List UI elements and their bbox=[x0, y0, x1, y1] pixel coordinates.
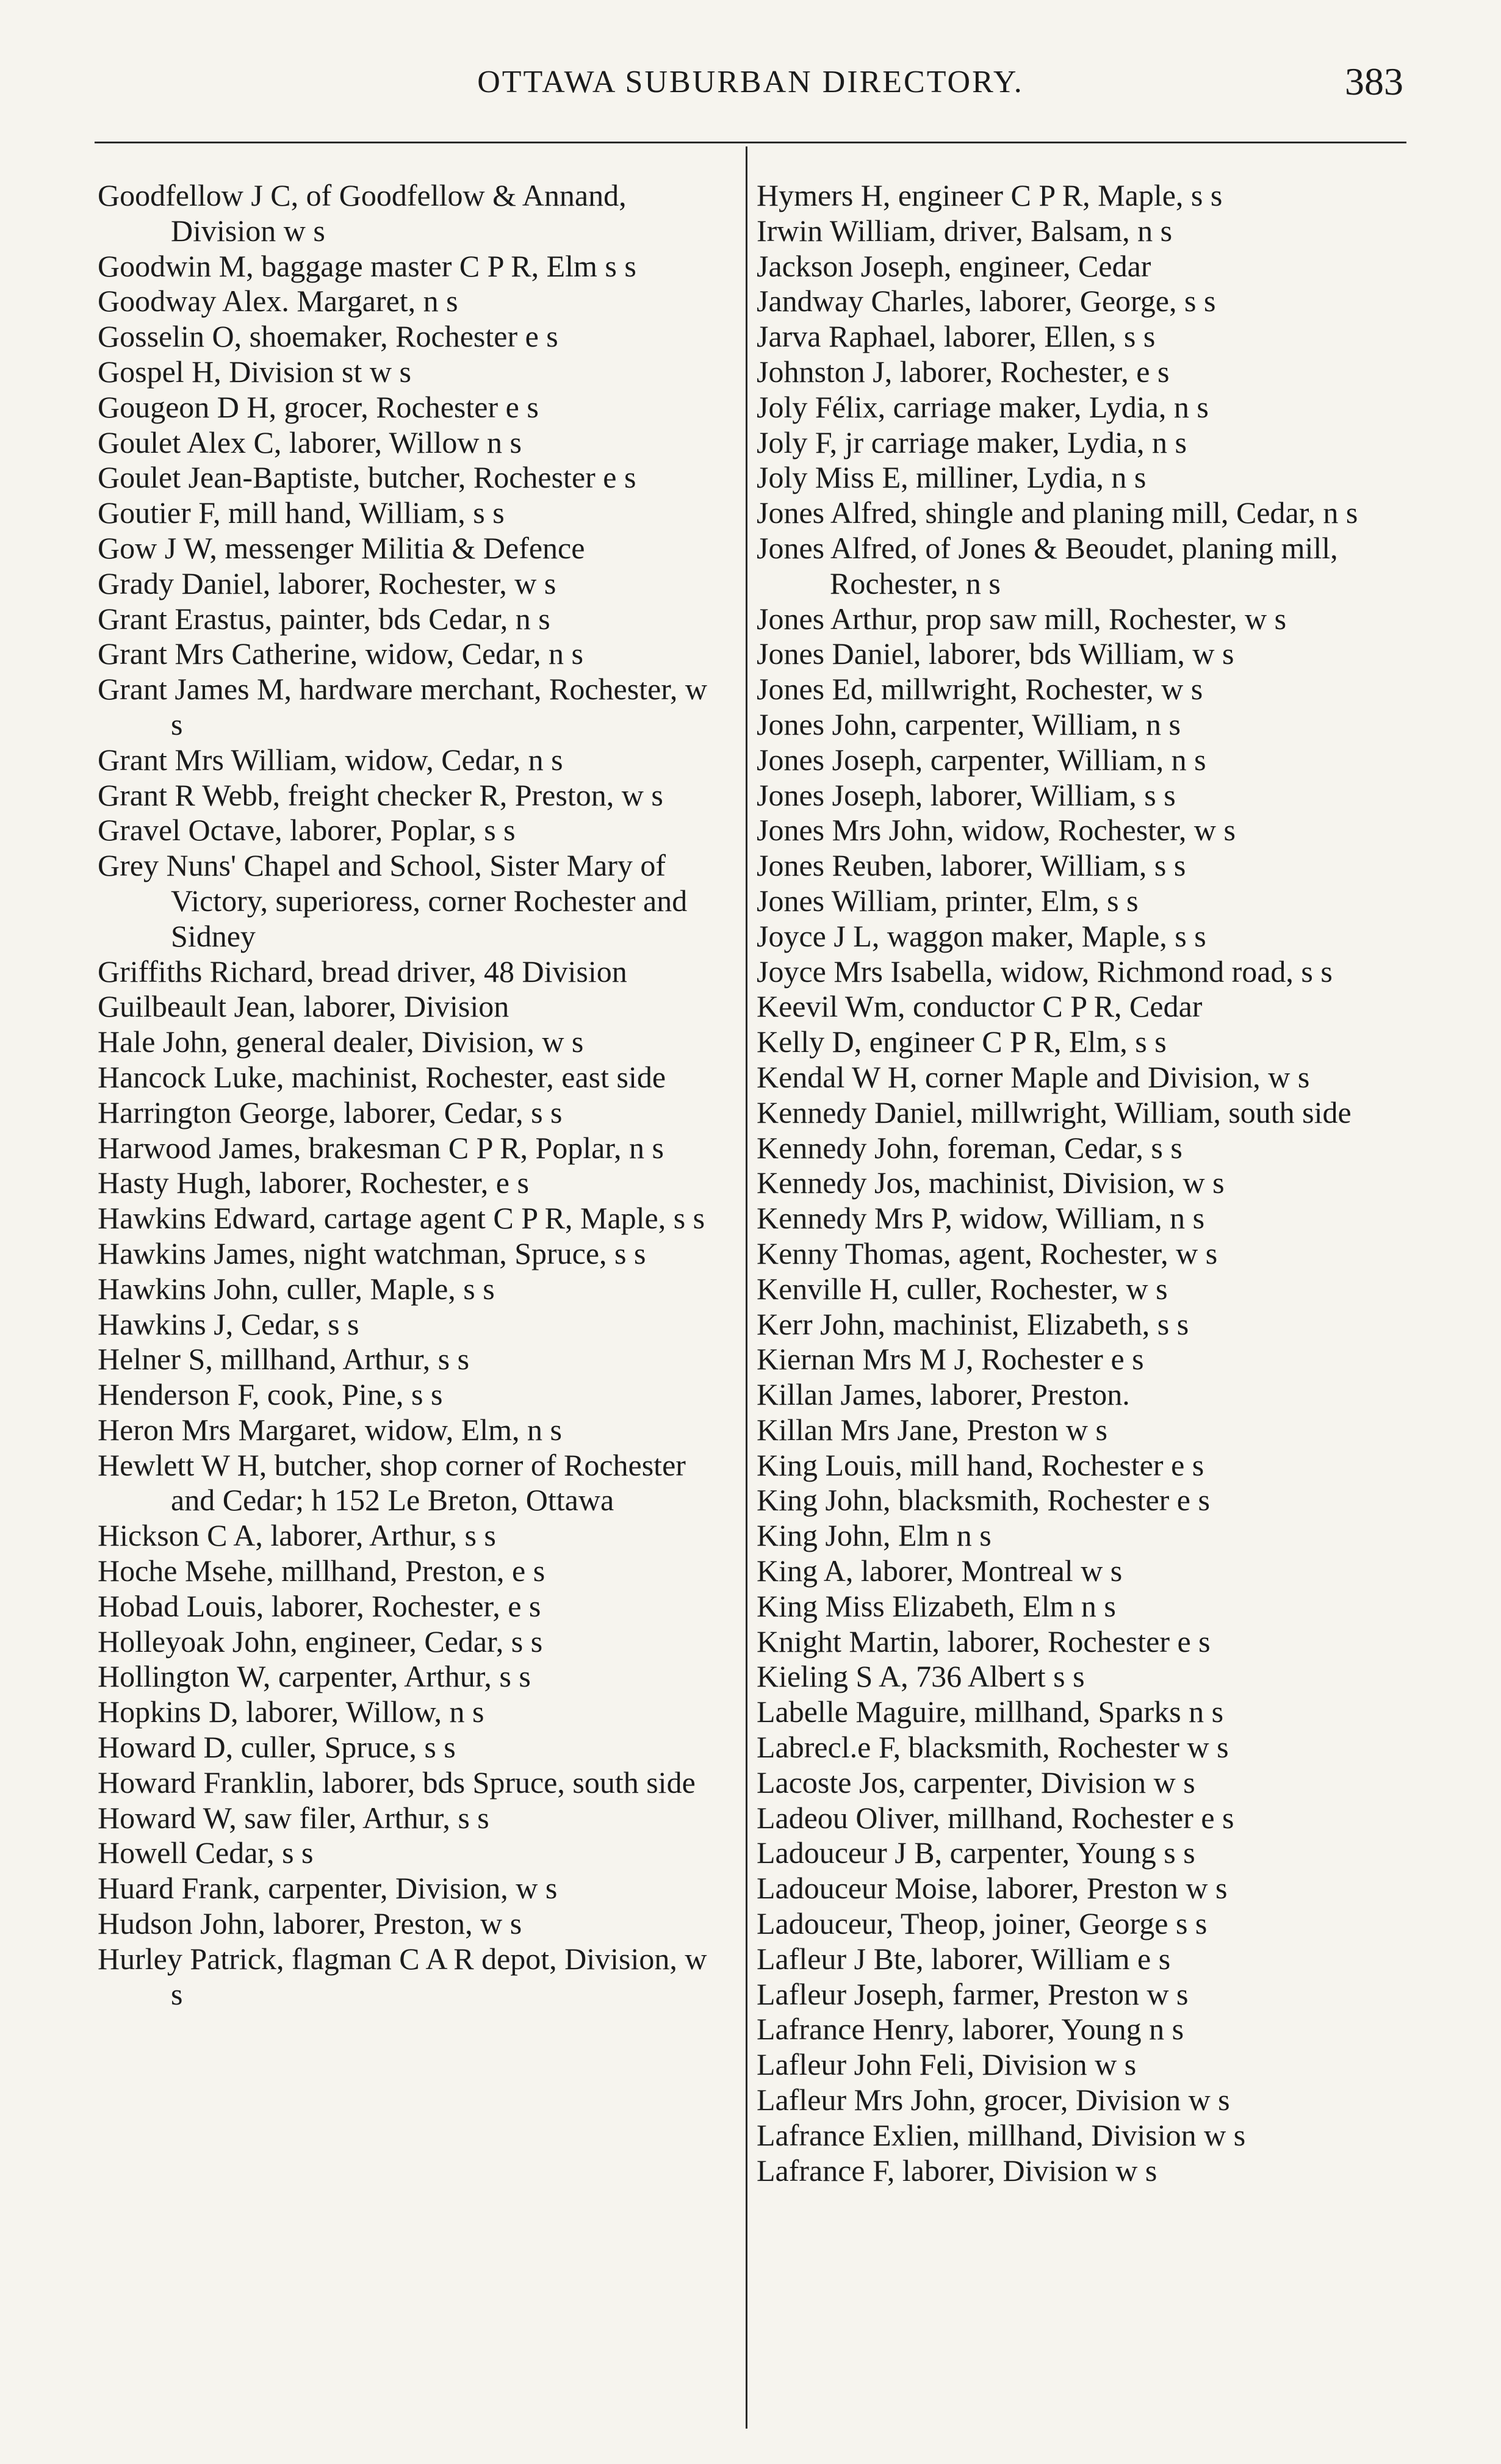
directory-entry: Lafrance F, laborer, Division w s bbox=[757, 2153, 1157, 2188]
directory-entry: King Miss Elizabeth, Elm n s bbox=[757, 1588, 1116, 1623]
directory-entry: Grady Daniel, laborer, Rochester, w s bbox=[98, 566, 556, 600]
running-title: OTTAWA SUBURBAN DIRECTORY. bbox=[477, 65, 1024, 99]
directory-entry: Hancock Luke, machinist, Rochester, east side bbox=[98, 1059, 666, 1094]
directory-entry: Hawkins Edward, cartage agent C P R, Maple, s s bbox=[98, 1201, 705, 1236]
directory-entry: Irwin William, driver, Balsam, n s bbox=[757, 213, 1173, 248]
directory-entry: King Louis, mill hand, Rochester e s bbox=[757, 1447, 1204, 1482]
directory-entry: Joyce J L, waggon maker, Maple, s s bbox=[757, 918, 1206, 953]
directory-entry: Joly F, jr carriage maker, Lydia, n s bbox=[757, 425, 1187, 459]
directory-entry: Grant Mrs William, widow, Cedar, n s bbox=[98, 742, 563, 777]
directory-entry: Hymers H, engineer C P R, Maple, s s bbox=[757, 178, 1223, 212]
directory-entry: Lacoste Jos, carpenter, Division w s bbox=[757, 1765, 1195, 1799]
directory-entry: Henderson F, cook, Pine, s s bbox=[98, 1377, 443, 1412]
directory-entry: Jones Mrs John, widow, Rochester, w s bbox=[757, 813, 1236, 848]
directory-entry: Labrecl.e F, blacksmith, Rochester w s bbox=[757, 1730, 1229, 1765]
directory-entry: Kennedy John, foreman, Cedar, s s bbox=[757, 1130, 1182, 1165]
directory-entry: Grey Nuns' Chapel and School, Sister Mary of Victory, superioress, corner Rochester and Sidney bbox=[98, 848, 688, 953]
directory-entry: Guilbeault Jean, laborer, Division bbox=[98, 989, 509, 1024]
directory-entry: Gosselin O, shoemaker, Rochester e s bbox=[98, 319, 558, 354]
directory-entry: Knight Martin, laborer, Rochester e s bbox=[757, 1624, 1211, 1659]
directory-entry: Kendal W H, corner Maple and Division, w s bbox=[757, 1059, 1310, 1094]
directory-entry: Jones John, carpenter, William, n s bbox=[757, 707, 1181, 741]
directory-entry: Killan James, laborer, Preston. bbox=[757, 1377, 1130, 1412]
directory-entry: Huard Frank, carpenter, Division, w s bbox=[98, 1871, 558, 1906]
directory-entry: Goodwin M, baggage master C P R, Elm s s bbox=[98, 248, 636, 283]
directory-entry: Hopkins D, laborer, Willow, n s bbox=[98, 1695, 484, 1729]
directory-entry: Lafrance Henry, laborer, Young n s bbox=[757, 2012, 1184, 2047]
directory-entry: King A, laborer, Montreal w s bbox=[757, 1554, 1123, 1588]
page-header bbox=[98, 60, 1403, 113]
directory-entry: Lafleur John Feli, Division w s bbox=[757, 2047, 1137, 2082]
directory-entry: Jones Arthur, prop saw mill, Rochester, w s bbox=[757, 601, 1287, 636]
directory-entry: Goutier F, mill hand, William, s s bbox=[98, 495, 505, 530]
directory-entry: Goulet Alex C, laborer, Willow n s bbox=[98, 425, 522, 459]
directory-entry: Gougeon D H, grocer, Rochester e s bbox=[98, 389, 539, 424]
directory-entry: Jarva Raphael, laborer, Ellen, s s bbox=[757, 319, 1156, 354]
directory-entry: Jones William, printer, Elm, s s bbox=[757, 883, 1139, 918]
directory-entry: Hawkins James, night watchman, Spruce, s s bbox=[98, 1236, 646, 1270]
directory-entry: King John, blacksmith, Rochester e s bbox=[757, 1483, 1210, 1518]
directory-entry: Ladouceur Moise, laborer, Preston w s bbox=[757, 1871, 1228, 1906]
directory-entry: Harwood James, brakesman C P R, Poplar, n s bbox=[98, 1130, 664, 1165]
directory-entry: Hawkins J, Cedar, s s bbox=[98, 1306, 359, 1341]
directory-entry: Kenny Thomas, agent, Rochester, w s bbox=[757, 1236, 1218, 1270]
directory-entry: Hale John, general dealer, Division, w s bbox=[98, 1025, 584, 1059]
directory-entry: Howard D, culler, Spruce, s s bbox=[98, 1730, 456, 1765]
directory-entry: Goulet Jean-Baptiste, butcher, Rochester e s bbox=[98, 460, 636, 495]
directory-entry: Keevil Wm, conductor C P R, Cedar bbox=[757, 989, 1203, 1024]
directory-entry: Kerr John, machinist, Elizabeth, s s bbox=[757, 1306, 1189, 1341]
directory-entry: Johnston J, laborer, Rochester, e s bbox=[757, 354, 1170, 389]
directory-entry: Jones Joseph, laborer, William, s s bbox=[757, 777, 1176, 812]
directory-entry: Joyce Mrs Isabella, widow, Richmond road, s s bbox=[757, 954, 1333, 989]
directory-entry: Hawkins John, culler, Maple, s s bbox=[98, 1271, 495, 1306]
directory-entry: Goodfellow J C, of Goodfellow & Annand, Division w s bbox=[98, 178, 627, 248]
directory-entry: Howard Franklin, laborer, bds Spruce, south side bbox=[98, 1765, 696, 1799]
directory-entry: Kelly D, engineer C P R, Elm, s s bbox=[757, 1025, 1167, 1059]
directory-entry: Lafleur J Bte, laborer, William e s bbox=[757, 1941, 1171, 1976]
directory-entry: Hollington W, carpenter, Arthur, s s bbox=[98, 1659, 531, 1694]
directory-entry: Lafleur Mrs John, grocer, Division w s bbox=[757, 2083, 1230, 2117]
directory-entry: Howard W, saw filer, Arthur, s s bbox=[98, 1800, 489, 1835]
directory-entry: Hudson John, laborer, Preston, w s bbox=[98, 1906, 522, 1941]
directory-entry: Hurley Patrick, flagman C A R depot, Division, w s bbox=[98, 1941, 707, 2011]
directory-entry: Grant Erastus, painter, bds Cedar, n s bbox=[98, 601, 550, 636]
directory-entry: Lafleur Joseph, farmer, Preston w s bbox=[757, 1976, 1189, 2011]
directory-entry: Hoche Msehe, millhand, Preston, e s bbox=[98, 1554, 545, 1588]
directory-entry: Lafrance Exlien, millhand, Division w s bbox=[757, 2117, 1246, 2152]
directory-entry: Gow J W, messenger Militia & Defence bbox=[98, 530, 585, 565]
directory-entry: Hasty Hugh, laborer, Rochester, e s bbox=[98, 1165, 529, 1200]
directory-entry: Kieling S A, 736 Albert s s bbox=[757, 1659, 1085, 1694]
directory-entry: Jones Alfred, of Jones & Beoudet, planing mill, Rochester, n s bbox=[757, 530, 1338, 600]
header-rule bbox=[95, 142, 1406, 143]
directory-entry: King John, Elm n s bbox=[757, 1518, 992, 1553]
directory-entry: Jones Daniel, laborer, bds William, w s bbox=[757, 636, 1234, 671]
directory-entry: Kennedy Mrs P, widow, William, n s bbox=[757, 1201, 1205, 1236]
directory-entry: Ladouceur, Theop, joiner, George s s bbox=[757, 1906, 1208, 1941]
page-number: 383 bbox=[1345, 60, 1403, 103]
column-divider bbox=[746, 146, 747, 2429]
directory-entry: Jandway Charles, laborer, George, s s bbox=[757, 284, 1216, 319]
directory-entry: Labelle Maguire, millhand, Sparks n s bbox=[757, 1695, 1224, 1729]
right-column bbox=[757, 178, 1385, 2188]
directory-entry: Helner S, millhand, Arthur, s s bbox=[98, 1342, 470, 1377]
directory-entry: Joly Félix, carriage maker, Lydia, n s bbox=[757, 389, 1209, 424]
directory-entry: Hickson C A, laborer, Arthur, s s bbox=[98, 1518, 496, 1553]
directory-entry: Kenville H, culler, Rochester, w s bbox=[757, 1271, 1168, 1306]
directory-entry: Hobad Louis, laborer, Rochester, e s bbox=[98, 1588, 541, 1623]
directory-entry: Jackson Joseph, engineer, Cedar bbox=[757, 248, 1151, 283]
directory-entry: Grant R Webb, freight checker R, Preston, w s bbox=[98, 777, 663, 812]
directory-entry: Harrington George, laborer, Cedar, s s bbox=[98, 1095, 563, 1129]
directory-entry: Gospel H, Division st w s bbox=[98, 354, 411, 389]
directory-entry: Killan Mrs Jane, Preston w s bbox=[757, 1412, 1107, 1447]
directory-entry: Jones Joseph, carpenter, William, n s bbox=[757, 742, 1206, 777]
directory-entry: Jones Reuben, laborer, William, s s bbox=[757, 848, 1186, 883]
directory-entry: Jones Alfred, shingle and planing mill, Cedar, n s bbox=[757, 495, 1358, 530]
directory-entry: Grant Mrs Catherine, widow, Cedar, n s bbox=[98, 636, 583, 671]
directory-entry: Gravel Octave, laborer, Poplar, s s bbox=[98, 813, 516, 848]
directory-entry: Howell Cedar, s s bbox=[98, 1835, 314, 1870]
directory-entry: Jones Ed, millwright, Rochester, w s bbox=[757, 672, 1203, 707]
directory-entry: Grant James M, hardware merchant, Rochester, w s bbox=[98, 672, 708, 741]
directory-entry: Kennedy Daniel, millwright, William, south side bbox=[757, 1095, 1352, 1129]
directory-entry: Hewlett W H, butcher, shop corner of Rochester and Cedar; h 152 Le Breton, Ottawa bbox=[98, 1447, 686, 1518]
left-column bbox=[98, 178, 726, 2012]
directory-entry: Ladouceur J B, carpenter, Young s s bbox=[757, 1835, 1195, 1870]
directory-entry: Goodway Alex. Margaret, n s bbox=[98, 284, 458, 319]
directory-entry: Kiernan Mrs M J, Rochester e s bbox=[757, 1342, 1144, 1377]
directory-entry: Griffiths Richard, bread driver, 48 Division bbox=[98, 954, 627, 989]
directory-entry: Holleyoak John, engineer, Cedar, s s bbox=[98, 1624, 543, 1659]
directory-entry: Heron Mrs Margaret, widow, Elm, n s bbox=[98, 1412, 562, 1447]
directory-entry: Joly Miss E, milliner, Lydia, n s bbox=[757, 460, 1146, 495]
directory-entry: Kennedy Jos, machinist, Division, w s bbox=[757, 1165, 1225, 1200]
directory-entry: Ladeou Oliver, millhand, Rochester e s bbox=[757, 1800, 1234, 1835]
